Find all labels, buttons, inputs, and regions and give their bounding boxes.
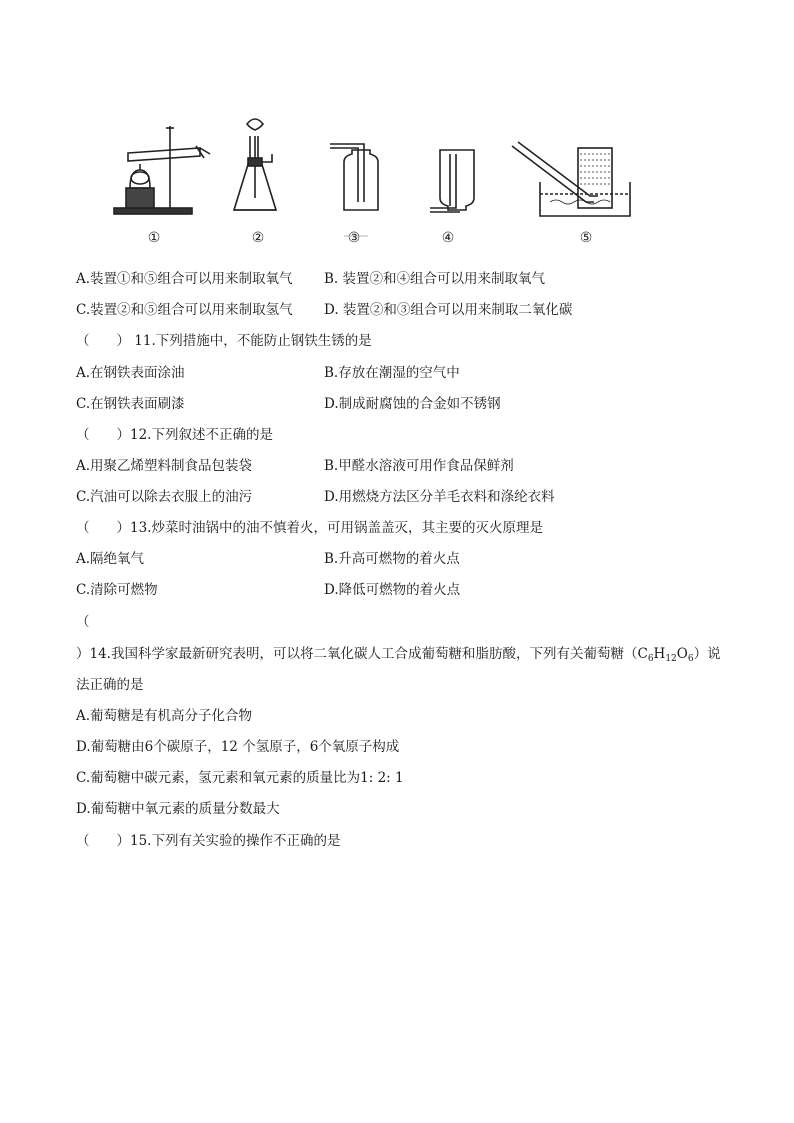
q11-option-c: C.在钢铁表面刷漆 — [76, 396, 185, 412]
figure-label-5: ⑤ — [579, 230, 593, 246]
q10-option-a: A.装置①和⑤组合可以用来制取氧气 — [76, 271, 293, 287]
q14-option-c: C.葡萄糖中碳元素，氢元素和氧元素的质量比为1: 2: 1 — [76, 770, 404, 786]
q13-option-c: C.清除可燃物 — [76, 582, 158, 598]
apparatus-4-icon — [430, 150, 474, 212]
figure-label-1: ① — [147, 230, 161, 246]
figure-label-2: ② — [251, 230, 265, 246]
q10-option-b: B. 装置②和④组合可以用来制取氧气 — [324, 271, 546, 287]
q12-option-d: D.用燃烧方法区分羊毛衣料和涤纶衣料 — [324, 489, 555, 505]
q14-stem-line1 — [76, 645, 721, 665]
q10-option-d: D. 装置②和③组合可以用来制取二氧化碳 — [324, 302, 573, 318]
q14-option-d: D.葡萄糖中氧元素的质量分数最大 — [76, 801, 280, 817]
q12-option-a: A.用聚乙烯塑料制食品包装袋 — [76, 458, 253, 474]
q11-option-b: B.存放在潮湿的空气中 — [324, 365, 460, 381]
q11-option-d: D.制成耐腐蚀的合金如不锈钢 — [324, 396, 501, 412]
q10-option-c: C.装置②和⑤组合可以用来制取氢气 — [76, 302, 293, 318]
q14-paren-open: （ — [76, 614, 90, 630]
q12-option-c: C.汽油可以除去衣服上的油污 — [76, 489, 253, 505]
q14-stem-line2: 法正确的是 — [76, 677, 144, 693]
q14-formula-h: H — [653, 646, 666, 662]
q14-stem-a: ）14.我国科学家最新研究表明，可以将二氧化碳人工合成葡萄糖和脂肪酸，下列有关葡萄糖（C — [76, 646, 648, 662]
apparatus-5-icon — [512, 142, 630, 216]
q14-sub-c: 6 — [647, 654, 654, 664]
q11-option-a: A.在钢铁表面涂油 — [76, 365, 185, 381]
q13-option-d: D.降低可燃物的着火点 — [324, 582, 461, 598]
q11-stem: （ ） 11.下列措施中，不能防止钢铁生锈的是 — [76, 333, 372, 349]
q14-formula-o: O — [676, 646, 688, 662]
q15-stem: （ ）15.下列有关实验的操作不正确的是 — [76, 833, 341, 849]
apparatus-2-icon — [234, 119, 276, 210]
q13-option-b: B.升高可燃物的着火点 — [324, 551, 460, 567]
q12-stem: （ ）12.下列叙述不正确的是 — [76, 427, 273, 443]
q13-stem: （ ）13.炒菜时油锅中的油不慎着火，可用锅盖盖灭，其主要的灭火原理是 — [76, 520, 543, 536]
q13-option-a: A.隔绝氧气 — [76, 551, 145, 567]
apparatus-figure — [100, 98, 660, 250]
q14-option-a: A.葡萄糖是有机高分子化合物 — [76, 708, 253, 724]
q14-stem-b: ）说 — [693, 646, 721, 662]
q14-sub-o: 6 — [687, 654, 694, 664]
apparatus-1-icon — [114, 126, 210, 214]
q12-option-b: B.甲醛水溶液可用作食品保鲜剂 — [324, 458, 514, 474]
apparatus-3-icon — [330, 144, 378, 210]
figure-label-4: ④ — [441, 230, 455, 246]
q14-sub-h: 12 — [665, 654, 677, 664]
figure-label-3: ③ — [347, 230, 361, 246]
q14-option-b: D.葡萄糖由6个碳原子，12 个氢原子，6个氧原子构成 — [76, 739, 400, 755]
